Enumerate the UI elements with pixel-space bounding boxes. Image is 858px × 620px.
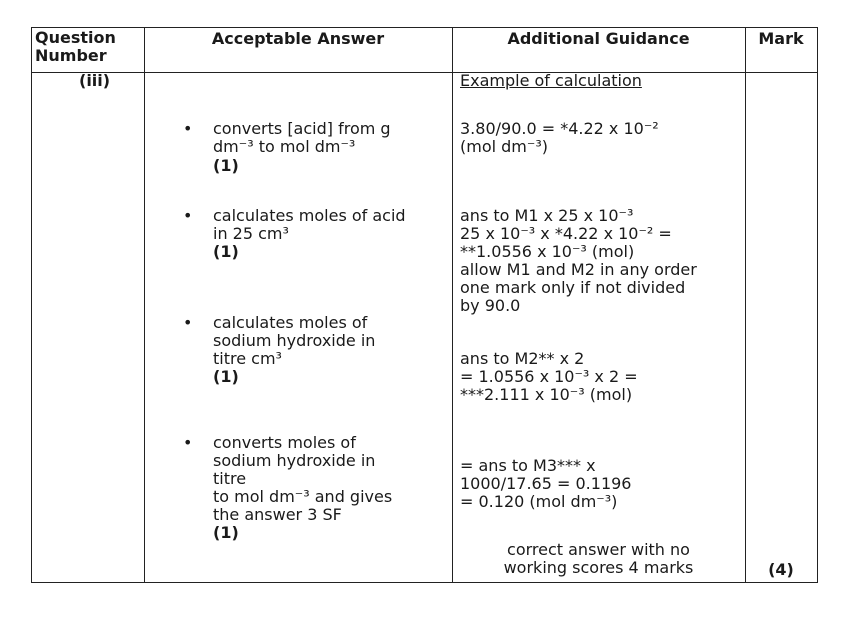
header-question-number: Question Number bbox=[35, 28, 116, 65]
header-additional-guidance: Additional Guidance bbox=[507, 29, 690, 48]
guidance-line: = 1.0556 x 10⁻³ x 2 = bbox=[460, 367, 638, 386]
guidance-line: working scores 4 marks bbox=[503, 558, 694, 577]
answer-mark: (1) bbox=[213, 156, 239, 175]
guidance-line: allow M1 and M2 in any order bbox=[460, 260, 697, 279]
guidance-line: (mol dm⁻³) bbox=[460, 137, 548, 156]
question-part: (iii) bbox=[79, 71, 111, 90]
guidance-line: correct answer with no bbox=[507, 540, 690, 559]
answer-mark: (1) bbox=[213, 523, 239, 542]
header-divider bbox=[32, 72, 817, 73]
answer-line: sodium hydroxide in bbox=[213, 451, 376, 470]
answer-line: calculates moles of bbox=[213, 313, 368, 332]
bullet-icon: • bbox=[183, 206, 193, 225]
guidance-line: ans to M1 x 25 x 10⁻³ bbox=[460, 206, 634, 225]
mark-scheme-table bbox=[31, 27, 818, 583]
column-divider bbox=[144, 28, 145, 582]
answer-line: converts moles of bbox=[213, 433, 356, 452]
answer-line: to mol dm⁻³ and gives bbox=[213, 487, 393, 506]
column-divider bbox=[745, 28, 746, 582]
bullet-icon: • bbox=[183, 119, 193, 138]
answer-line: in 25 cm³ bbox=[213, 224, 289, 243]
answer-mark: (1) bbox=[213, 242, 239, 261]
guidance-line: **1.0556 x 10⁻³ (mol) bbox=[460, 242, 635, 261]
guidance-line: 3.80/90.0 = *4.22 x 10⁻² bbox=[460, 119, 659, 138]
answer-line: dm⁻³ to mol dm⁻³ bbox=[213, 137, 356, 156]
bullet-icon: • bbox=[183, 433, 193, 452]
header-mark: Mark bbox=[758, 29, 804, 48]
guidance-line: one mark only if not divided bbox=[460, 278, 686, 297]
guidance-line: 25 x 10⁻³ x *4.22 x 10⁻² = bbox=[460, 224, 672, 243]
answer-line: sodium hydroxide in bbox=[213, 331, 376, 350]
answer-line: calculates moles of acid bbox=[213, 206, 406, 225]
answer-mark: (1) bbox=[213, 367, 239, 386]
answer-line: titre cm³ bbox=[213, 349, 282, 368]
header-acceptable-answer: Acceptable Answer bbox=[211, 29, 385, 48]
answer-line: converts [acid] from g bbox=[213, 119, 391, 138]
bullet-icon: • bbox=[183, 313, 193, 332]
guidance-line: ***2.111 x 10⁻³ (mol) bbox=[460, 385, 633, 404]
guidance-line: = ans to M3*** x bbox=[460, 456, 596, 475]
guidance-line: ans to M2** x 2 bbox=[460, 349, 585, 368]
guidance-heading: Example of calculation bbox=[460, 71, 642, 90]
guidance-line: 1000/17.65 = 0.1196 bbox=[460, 474, 632, 493]
answer-line: the answer 3 SF bbox=[213, 505, 342, 524]
answer-line: titre bbox=[213, 469, 247, 488]
column-divider bbox=[452, 28, 453, 582]
total-mark: (4) bbox=[768, 560, 794, 579]
guidance-line: by 90.0 bbox=[460, 296, 521, 315]
guidance-line: = 0.120 (mol dm⁻³) bbox=[460, 492, 618, 511]
